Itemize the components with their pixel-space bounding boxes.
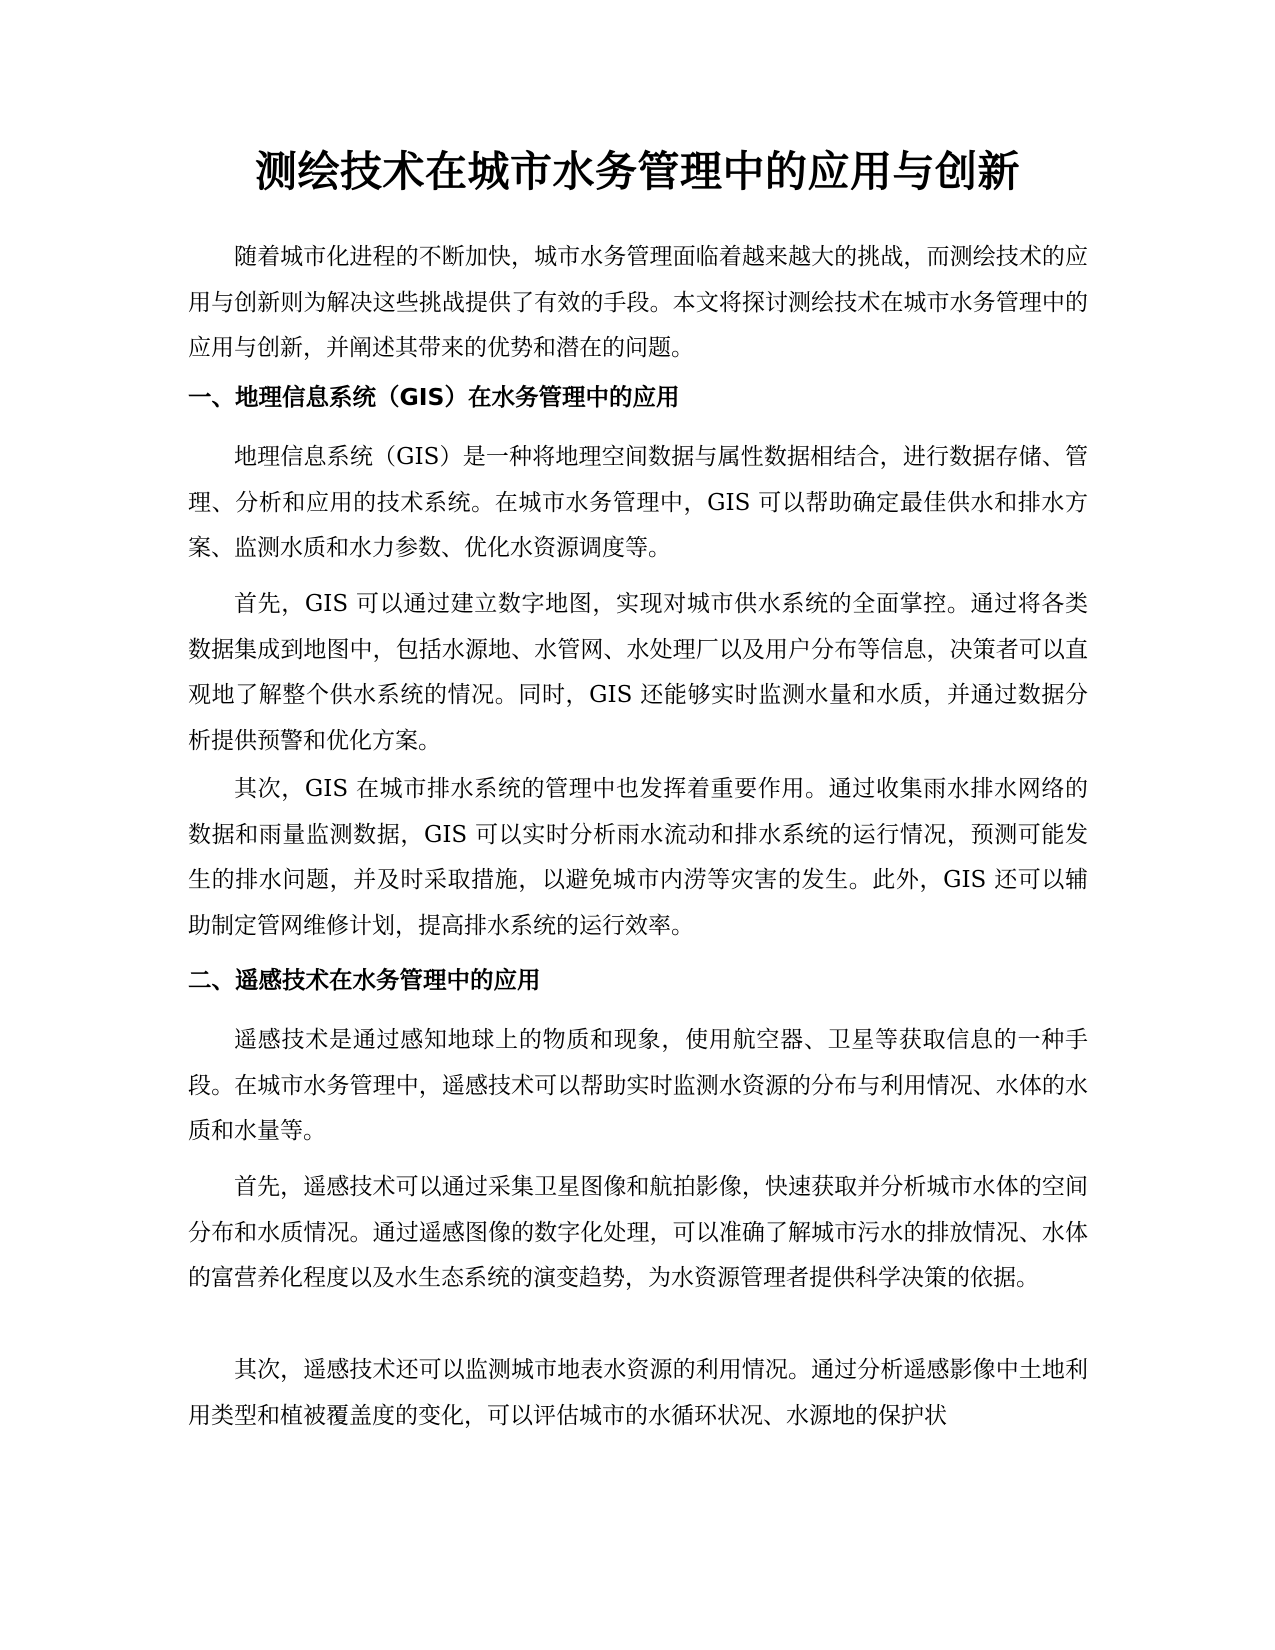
paragraph-gis-definition: 地理信息系统（GIS）是一种将地理空间数据与属性数据相结合，进行数据存储、管理、分析和应用的技术系统。在城市水务管理中，GIS 可以帮助确定最佳供水和排水方案、监测水质和水力参数、优化水资源调度等。 — [188, 444, 1088, 561]
section-heading-remote-sensing: 二、遥感技术在水务管理中的应用 — [188, 966, 541, 994]
intro-paragraph: 随着城市化进程的不断加快，城市水务管理面临着越来越大的挑战，而测绘技术的应用与创新则为解决这些挑战提供了有效的手段。本文将探讨测绘技术在城市水务管理中的应用与创新，并阐述其带来的优势和潜在的问题。 — [188, 244, 1088, 361]
paragraph-gis-water-supply: 首先，GIS 可以通过建立数字地图，实现对城市供水系统的全面掌控。通过将各类数据集成到地图中，包括水源地、水管网、水处理厂以及用户分布等信息，决策者可以直观地了解整个供水系统的情况。同时，GIS 还能够实时监测水量和水质，并通过数据分析提供预警和优化方案。 — [188, 591, 1088, 754]
paragraph-rs-surface-water: 其次，遥感技术还可以监测城市地表水资源的利用情况。通过分析遥感影像中土地利用类型和植被覆盖度的变化，可以评估城市的水循环状况、水源地的保护状 — [188, 1357, 1088, 1429]
paragraph-rs-definition: 遥感技术是通过感知地球上的物质和现象，使用航空器、卫星等获取信息的一种手段。在城市水务管理中，遥感技术可以帮助实时监测水资源的分布与利用情况、水体的水质和水量等。 — [188, 1027, 1088, 1144]
section-heading-gis: 一、地理信息系统（GIS）在水务管理中的应用 — [188, 383, 680, 411]
paragraph-gis-drainage: 其次，GIS 在城市排水系统的管理中也发挥着重要作用。通过收集雨水排水网络的数据和雨量监测数据，GIS 可以实时分析雨水流动和排水系统的运行情况，预测可能发生的排水问题，并及时采取措施，以避免城市内涝等灾害的发生。此外，GIS 还可以辅助制定管网维修计划，提高排水系统的运行效率。 — [188, 776, 1088, 939]
paragraph-rs-water-bodies: 首先，遥感技术可以通过采集卫星图像和航拍影像，快速获取并分析城市水体的空间分布和水质情况。通过遥感图像的数字化处理，可以准确了解城市污水的排放情况、水体的富营养化程度以及水生态系统的演变趋势，为水资源管理者提供科学决策的依据。 — [188, 1174, 1088, 1291]
document-title: 测绘技术在城市水务管理中的应用与创新 — [254, 147, 1020, 196]
